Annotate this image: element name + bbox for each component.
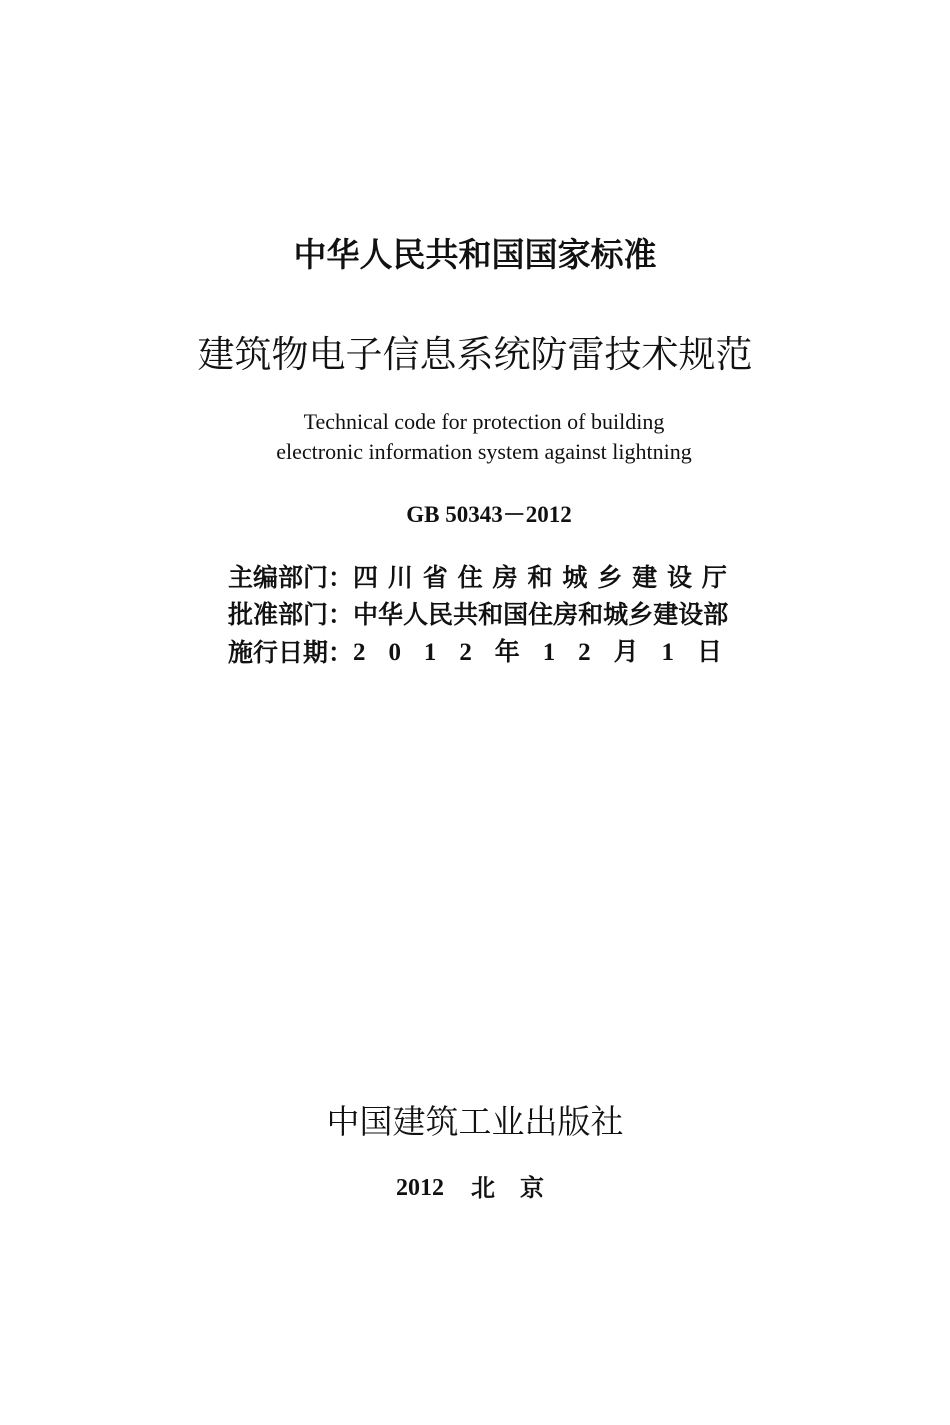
info-value-char: 月 bbox=[613, 639, 639, 666]
info-value-char: 省 bbox=[422, 563, 448, 592]
info-value-char: 和 bbox=[578, 600, 604, 629]
info-value-char: 设 bbox=[667, 563, 693, 592]
info-value-char: 房 bbox=[492, 563, 518, 592]
info-value-char: 部 bbox=[703, 600, 729, 629]
info-value-char: 乡 bbox=[597, 563, 623, 592]
info-value-char: 2 bbox=[578, 639, 591, 666]
info-value-char: 厅 bbox=[701, 563, 727, 592]
info-value-char: 1 bbox=[661, 639, 675, 666]
info-value-char: 2 bbox=[353, 639, 366, 666]
info-value bbox=[353, 563, 727, 593]
info-row-effective-date bbox=[228, 638, 727, 668]
info-value-char: 国 bbox=[503, 600, 529, 629]
title-chinese: 建筑物电子信息系统防雷技术规范 bbox=[197, 333, 753, 376]
info-value-char: 2 bbox=[459, 639, 472, 666]
info-value-char: 住 bbox=[528, 600, 554, 629]
imprint bbox=[396, 1174, 569, 1202]
publisher-name: 中国建筑工业出版社 bbox=[326, 1102, 624, 1141]
info-value-char: 1 bbox=[542, 639, 556, 666]
info-value-char: 年 bbox=[494, 639, 520, 666]
standard-number: GB 50343－2012 bbox=[406, 502, 572, 527]
info-value-char: 建 bbox=[632, 563, 658, 592]
title-english-line-2: electronic information system against lightning bbox=[276, 439, 692, 464]
info-value-char: 共 bbox=[453, 600, 479, 629]
info-value-char: 日 bbox=[696, 639, 722, 666]
imprint-year: 2012 bbox=[396, 1175, 444, 1201]
title-english-line-1: Technical code for protection of building bbox=[303, 409, 665, 434]
info-value-char: 四 bbox=[353, 563, 379, 592]
info-value-char: 中 bbox=[353, 600, 379, 629]
info-value-char: 住 bbox=[457, 563, 483, 592]
info-row-approver bbox=[228, 600, 727, 630]
info-value-char: 0 bbox=[388, 639, 401, 666]
info-value-char: 设 bbox=[678, 600, 704, 629]
info-label: 施行日期： bbox=[228, 638, 354, 667]
info-value bbox=[353, 600, 728, 630]
info-value-char: 和 bbox=[527, 563, 553, 592]
info-label: 批准部门： bbox=[228, 600, 354, 629]
info-value bbox=[353, 638, 727, 668]
info-value-char: 房 bbox=[553, 600, 579, 629]
info-value-char: 乡 bbox=[628, 600, 654, 629]
info-value-char: 1 bbox=[423, 639, 437, 666]
standard-category: 中华人民共和国国家标准 bbox=[293, 235, 657, 274]
info-value-char: 和 bbox=[478, 600, 504, 629]
info-value-char: 城 bbox=[562, 563, 588, 592]
info-value-char: 人 bbox=[403, 600, 429, 629]
title-english bbox=[0, 407, 950, 467]
info-value-char: 建 bbox=[653, 600, 679, 629]
info-row-chief-editor bbox=[228, 563, 727, 593]
info-value-char: 城 bbox=[603, 600, 629, 629]
imprint-city: 北京 bbox=[471, 1174, 569, 1202]
info-value-char: 华 bbox=[378, 600, 404, 629]
info-value-char: 川 bbox=[387, 563, 413, 592]
info-value-char: 民 bbox=[428, 600, 454, 629]
info-label: 主编部门： bbox=[228, 563, 354, 592]
